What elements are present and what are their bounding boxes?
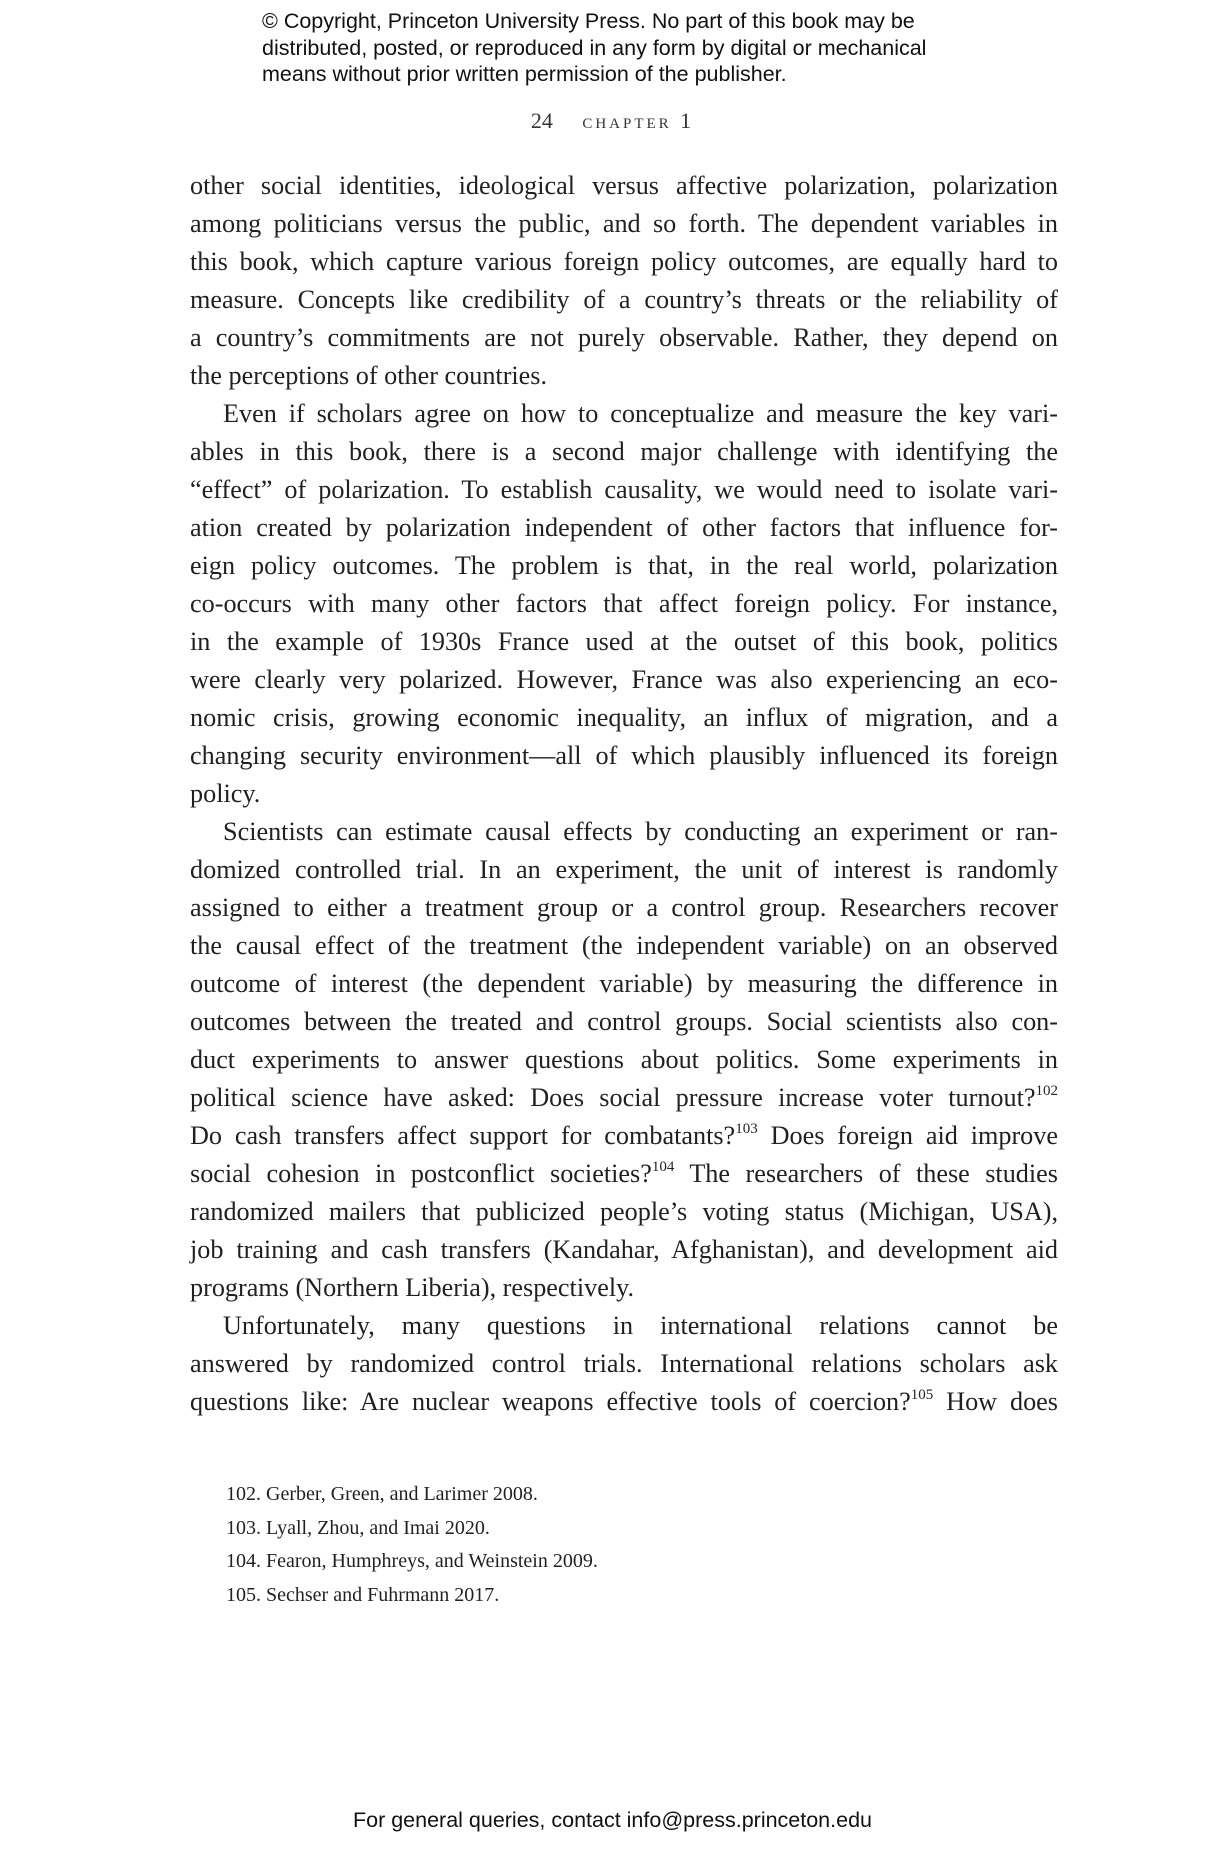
text-line: job training and cash transfers (Kandahar, Afghanistan), and development aid (190, 1235, 1058, 1264)
copyright-line: distributed, posted, or reproduced in any form by digital or mechanical (262, 35, 927, 60)
text-line: Even if scholars agree on how to conceptualize and measure the key vari- (223, 399, 1058, 428)
text-line: duct experiments to answer questions about politics. Some experiments in (190, 1045, 1058, 1074)
text-line (190, 1383, 1058, 1421)
text-line: assigned to either a treatment group or a control group. Researchers recover (190, 893, 1058, 922)
footnote: 103. Lyall, Zhou, and Imai 2020. (226, 1516, 490, 1539)
text-line: outcome of interest (the dependent variable) by measuring the difference in (190, 969, 1058, 998)
text-segment: social cohesion in postconflict societies? (190, 1159, 652, 1188)
text-line: Scientists can estimate causal effects by conducting an experiment or ran- (223, 817, 1058, 846)
copyright-line: © Copyright, Princeton University Press. No part of this book may be (262, 9, 915, 33)
text-line (190, 1117, 1058, 1155)
running-head (0, 108, 1225, 134)
footnote-ref[interactable]: 104 (651, 1159, 675, 1175)
text-line: programs (Northern Liberia), respectively. (190, 1273, 635, 1302)
paragraph (190, 167, 1058, 395)
contact-footer: For general queries, contact info@press.princeton.edu (352, 1808, 872, 1832)
text-line: domized controlled trial. In an experiment, the unit of interest is randomly (190, 855, 1058, 884)
footnote: 102. Gerber, Green, and Larimer 2008. (226, 1483, 538, 1505)
text-segment: Does foreign aid improve (757, 1121, 1058, 1150)
text-line: a country’s commitments are not purely observable. Rather, they depend on (190, 323, 1058, 352)
text-segment: questions like: Are nuclear weapons effective tools of coercion? (190, 1387, 911, 1416)
text-line: randomized mailers that publicized people’s voting status (Michigan, USA), (190, 1197, 1058, 1226)
copyright-notice (262, 8, 982, 88)
footnote: 105. Sechser and Fuhrmann 2017. (226, 1583, 500, 1606)
text-line: in the example of 1930s France used at the outset of this book, politics (190, 627, 1058, 656)
text-line (190, 1079, 1058, 1117)
text-line: nomic crisis, growing economic inequality, an influx of migration, and a (190, 703, 1058, 732)
text-line: co-occurs with many other factors that affect foreign policy. For instance, (190, 589, 1058, 618)
paragraph (190, 813, 1058, 1307)
footnote: 104. Fearon, Humphreys, and Weinstein 2009. (226, 1550, 598, 1572)
footnote-ref[interactable]: 102 (1035, 1083, 1058, 1099)
text-segment: How does (933, 1387, 1058, 1416)
text-line: policy. (190, 779, 261, 808)
text-line: changing security environment—all of which plausibly influenced its foreign (190, 741, 1058, 770)
text-line: “effect” of polarization. To establish causality, we would need to isolate vari- (190, 475, 1058, 504)
footnote-ref[interactable]: 105 (910, 1387, 934, 1403)
text-line: this book, which capture various foreign policy outcomes, are equally hard to (190, 247, 1058, 276)
text-line: ables in this book, there is a second major challenge with identifying the (190, 437, 1058, 466)
chapter-label: chapter 1 (582, 108, 695, 133)
text-line: the perceptions of other countries. (190, 361, 548, 390)
text-line: other social identities, ideological versus affective polarization, polarization (190, 171, 1058, 200)
text-line: Unfortunately, many questions in international relations cannot be (223, 1311, 1058, 1340)
paragraph (190, 395, 1058, 813)
paragraph (190, 1307, 1058, 1421)
text-segment: political science have asked: Does social pressure increase voter turnout? (190, 1083, 1036, 1112)
text-line: outcomes between the treated and control groups. Social scientists also con- (190, 1007, 1058, 1036)
text-line: answered by randomized control trials. International relations scholars ask (190, 1349, 1058, 1378)
text-line: among politicians versus the public, and so forth. The dependent variables in (190, 209, 1058, 238)
page-number: 24 (530, 108, 553, 133)
text-line: measure. Concepts like credibility of a country’s threats or the reliability of (190, 285, 1058, 314)
body-text (190, 167, 1058, 1421)
footnotes (226, 1478, 1026, 1612)
footnote-ref[interactable]: 103 (735, 1121, 758, 1137)
text-line: eign policy outcomes. The problem is that, in the real world, polarization (190, 551, 1058, 580)
text-line: ation created by polarization independent of other factors that influence for- (190, 513, 1058, 542)
text-line (190, 1155, 1058, 1193)
text-segment: Do cash transfers affect support for combatants? (190, 1121, 736, 1150)
text-line: were clearly very polarized. However, France was also experiencing an eco- (190, 665, 1058, 694)
copyright-line: means without prior written permission of the publisher. (262, 62, 787, 86)
text-segment: The researchers of these studies (674, 1159, 1058, 1188)
text-line: the causal effect of the treatment (the independent variable) on an observed (190, 931, 1058, 960)
